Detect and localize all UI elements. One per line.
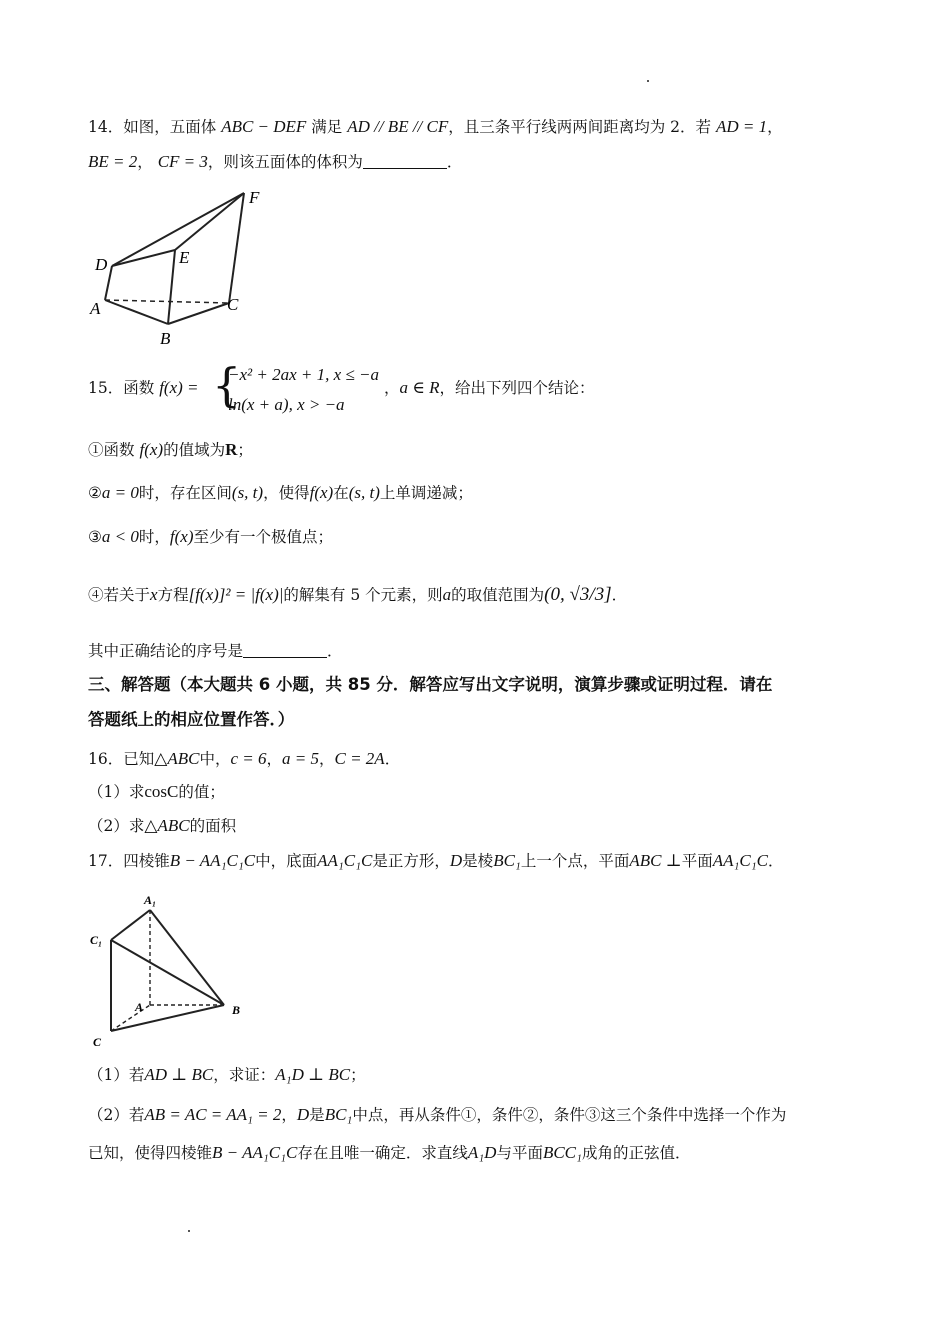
section-3-heading: 三、解答题（本大题共 6 小题，共 85 分．解答应写出文字说明，演算步骤或证明过程．请在: [88, 675, 773, 694]
q15-statement-3: ③a < 0时，f(x)至少有一个极值点；: [88, 527, 334, 546]
label-C1: C₁: [90, 933, 103, 947]
q15-case1: −x² + 2ax + 1, x ≤ −a: [228, 365, 379, 384]
scan-speck: [647, 80, 649, 82]
q15-statement-1: ①函数 f(x)的值域为R；: [88, 440, 253, 459]
q17-stem: 17．四棱锥B − AA₁C₁C中，底面AA₁C₁C是正方形，D是棱BC₁上一个点，平面ABC ⊥平面AA₁C₁C．: [88, 851, 784, 870]
q14-line1: 14．如图，五面体 ABC − DEF 满足 AD // BE // CF，且三条平行线两两间距离均为 2．若 AD = 1，: [88, 117, 783, 136]
q16-part-1: （1）求cosC的值；: [88, 782, 225, 801]
label-A: A: [135, 1000, 144, 1014]
label-F: F: [249, 188, 260, 207]
label-A1: A₁: [144, 893, 157, 907]
q15-condition: ，a ∈ R，给出下列四个结论：: [384, 378, 595, 397]
pentahedron-figure: [86, 186, 266, 348]
label-D: D: [95, 255, 108, 274]
label-A: A: [90, 299, 101, 318]
label-B: B: [232, 1003, 241, 1017]
q17-part-1: （1）若AD ⊥ BC，求证：A₁D ⊥ BC；: [88, 1065, 366, 1084]
q16-part-2: （2）求△ABC的面积: [88, 816, 237, 835]
q17-part-2: （2）若AB = AC = AA₁ = 2，D是BC₁中点，再从条件①，条件②，条件③这三个条件中选择一个作为: [88, 1105, 787, 1124]
q15-line1: 15．函数 f(x) =: [88, 378, 199, 397]
section-3-heading-cont: 答题纸上的相应位置作答．）: [88, 710, 295, 729]
q17-part-2-cont: 已知，使得四棱锥B − AA₁C₁C存在且唯一确定．求直线A₁D与平面BCC₁成角的正弦值．: [88, 1143, 691, 1162]
q16-stem: 16．已知△ABC中，c = 6，a = 5，C = 2A．: [88, 749, 401, 768]
answer-blank: [243, 643, 327, 658]
q15-answer-line: 其中正确结论的序号是 ．: [88, 642, 343, 660]
label-C: C: [93, 1035, 102, 1049]
q15-case2: ln(x + a), x > −a: [228, 395, 345, 414]
label-B: B: [160, 329, 171, 348]
label-E: E: [179, 248, 190, 267]
answer-blank: [363, 154, 447, 169]
pyramid-figure: [86, 890, 256, 1054]
q15-statement-2: ②a = 0时，存在区间(s, t)，使得f(x)在(s, t)上单调递减；: [88, 483, 473, 502]
piecewise-brace: {: [212, 358, 242, 412]
q14-line2: BE = 2， CF = 3，则该五面体的体积为 ．: [88, 152, 463, 171]
q15-statement-4: ④若关于x方程[f(x)]² = |f(x)|的解集有 5 个元素，则a的取值范围为(0, √3/3]．: [88, 584, 628, 605]
scan-speck: [188, 1230, 190, 1232]
label-C: C: [227, 295, 239, 314]
